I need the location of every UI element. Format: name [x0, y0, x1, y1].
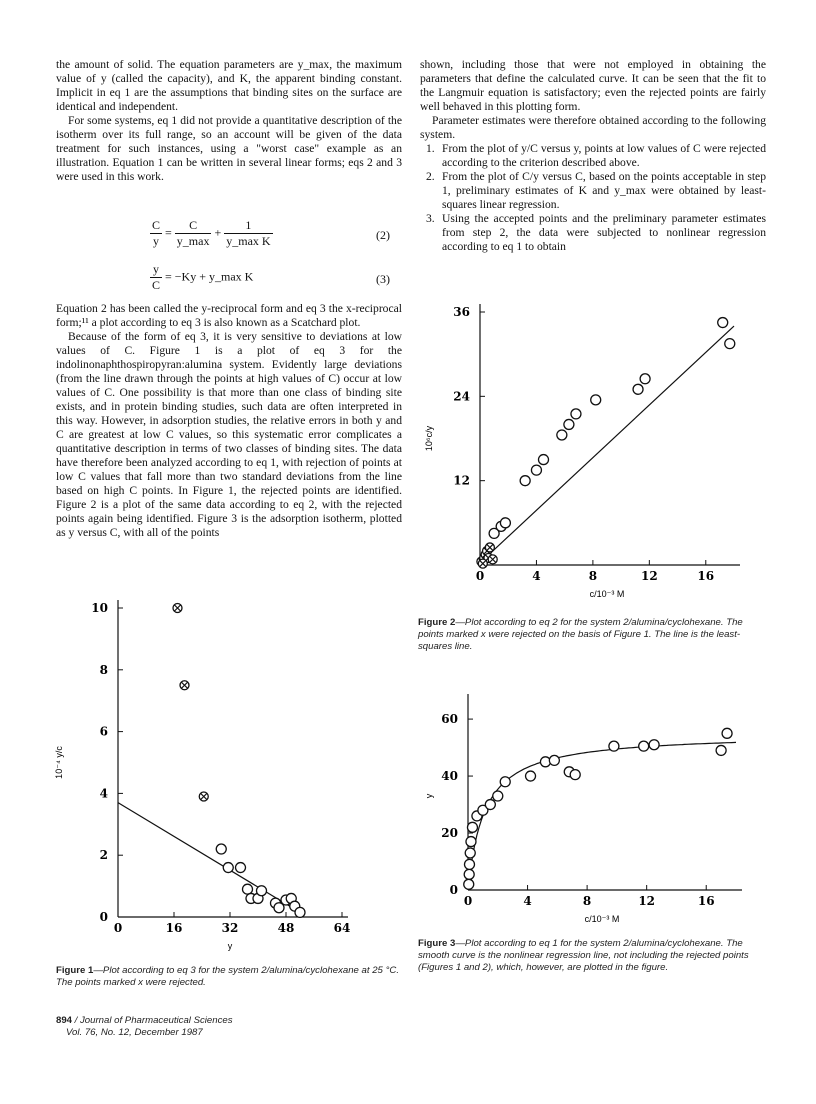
list-item: 1. From the plot of y/C versus y, points at low values of C were rejected according to the criterion described above.	[426, 142, 766, 169]
y-tick-label: 0	[449, 883, 458, 897]
data-point	[466, 837, 476, 847]
y-tick-label: 0	[99, 910, 108, 924]
list-item: 2. From the plot of C/y versus C, based on the points acceptable in step 1, preliminary estimates of K and y_max were obtained by least-squares linear regression.	[426, 170, 766, 211]
data-point	[609, 741, 619, 751]
x-axis-label: y	[227, 941, 233, 951]
paragraph: For some systems, eq 1 did not provide a quantitative description of the isotherm over its full range, so an account will be given of the data treatment for such instances, using a "worst case" example as an illustration. Equation 1 can be written in several linear forms; eqs 2 and 3 were used in this work.	[56, 114, 402, 183]
data-point	[257, 886, 267, 896]
data-point	[467, 822, 477, 832]
y-tick-label: 12	[453, 473, 470, 488]
data-point	[557, 430, 567, 440]
page-footer	[56, 1015, 233, 1039]
x-tick-label: 8	[588, 569, 598, 583]
data-point	[295, 907, 305, 917]
data-point	[570, 770, 580, 780]
journal-volume: Vol. 76, No. 12, December 1987	[66, 1027, 203, 1038]
y-tick-label: 8	[99, 662, 108, 677]
data-point	[531, 465, 541, 475]
data-point	[243, 884, 253, 894]
figure-3-chart	[418, 690, 758, 935]
y-tick-label: 36	[453, 305, 470, 319]
y-tick-label: 24	[453, 389, 470, 404]
x-tick-label: 12	[640, 569, 658, 583]
data-point	[591, 395, 601, 405]
data-point	[216, 844, 226, 854]
rejected-point	[199, 792, 208, 801]
data-point	[464, 859, 474, 869]
y-tick-label: 20	[441, 826, 458, 841]
paragraph: the amount of solid. The equation parameters are y_max, the maximum value of y (called the capacity), and K, the apparent binding constant. Implicit in eq 1 are the assumptions that binding sites on the surface are identical and independent.	[56, 58, 402, 113]
regression-line	[480, 326, 734, 563]
rejected-point	[485, 543, 494, 552]
rejected-point	[173, 604, 182, 613]
data-point	[500, 777, 510, 787]
x-tick-label: 16	[697, 894, 715, 908]
rejected-point	[478, 559, 487, 568]
data-point	[633, 384, 643, 394]
figure-1-caption: Figure 1—Plot according to eq 3 for the system 2/alumina/cyclohexane at 25 °C. The points marked x were rejected.	[56, 965, 399, 988]
y-tick-label: 6	[99, 724, 108, 739]
x-tick-label: 0	[463, 894, 473, 908]
data-point	[716, 745, 726, 755]
x-tick-label: 64	[333, 921, 351, 935]
data-point	[520, 476, 530, 486]
equation-2: $\frac{C}{y}$ = $\frac{C}{y\_\max}$ + $\frac{1}{\text{y\_max K}}$ (2)	[152, 218, 390, 248]
data-point	[571, 409, 581, 419]
paragraph: Equation 2 has been called the y-reciprocal form and eq 3 the x-reciprocal form;¹¹ a plot according to eq 3 is also known as a Scatchard plot.	[56, 302, 402, 329]
x-tick-label: 16	[697, 569, 715, 583]
data-point	[485, 800, 495, 810]
regression-line	[118, 803, 300, 913]
data-point	[639, 741, 649, 751]
right-column	[420, 58, 766, 254]
paragraph: Because of the form of eq 3, it is very sensitive to deviations at low values of C. Figure 1 is a plot of eq 3 for the indolinonaphthospiropyran:alumina system. Evidently large deviations (from the line drawn through the points at high values of C) occur at low values of C. One possibility is that more than one class of binding site exists, and in protein binding studies, such data are often interpreted in this way. However, in adsorption studies, the relative errors in both y and C are greatest at low C values, so this systematic error complicates a quantitative description in terms of two classes of binding sites. The data have therefore been analyzed according to eq 1, with rejection of points at low C values that fall more than two standard deviations from the line based on high C points. In Figure 1, the rejected points are identified. Figure 2 is a plot of the same data according to eq 2, with the rejected points again being identified. Figure 3 is the adsorption isotherm, plotted as y versus C, with all of the points	[56, 330, 402, 539]
figure-2-caption: Figure 2—Plot according to eq 2 for the system 2/alumina/cyclohexane. The points marked x were rejected on the basis of Figure 1. The line is the least-squares line.	[418, 617, 743, 652]
data-point	[465, 848, 475, 858]
data-point	[564, 419, 574, 429]
y-tick-label: 40	[441, 769, 458, 784]
y-axis-label: 10⁻⁴ y/c	[54, 746, 64, 779]
journal-name: / Journal of Pharmaceutical Sciences	[72, 1015, 233, 1026]
data-point	[539, 455, 549, 465]
x-tick-label: 4	[523, 894, 532, 908]
x-tick-label: 32	[221, 921, 239, 935]
x-tick-label: 48	[277, 921, 295, 935]
page-number: 894	[56, 1015, 73, 1026]
data-point	[718, 318, 728, 328]
equation-3: $\frac{y}{C}$ = −Ky + y_max K (3)	[152, 262, 390, 292]
y-tick-label: 10	[91, 601, 108, 615]
x-tick-label: 16	[165, 921, 183, 935]
x-tick-label: 8	[582, 894, 592, 908]
x-tick-label: 12	[638, 894, 656, 908]
x-axis-label: c/10⁻³ M	[589, 589, 625, 599]
data-point	[236, 863, 246, 873]
list-item: 3. Using the accepted points and the preliminary parameter estimates from step 2, the data were subjected to nonlinear regression according to eq 1 to obtain	[426, 212, 766, 253]
data-point	[640, 374, 650, 384]
x-axis-label: c/10⁻³ M	[584, 914, 620, 924]
data-point	[725, 339, 735, 349]
rejected-point	[488, 555, 497, 564]
x-tick-label: 4	[532, 569, 541, 583]
y-tick-label: 60	[441, 712, 458, 727]
x-tick-label: 0	[113, 921, 123, 935]
paragraph: shown, including those that were not employed in obtaining the parameters that define the calculated curve. It can be seen that the fit to the Langmuir equation is satisfactory; even the rejected points are fairly well behaved in this plotting form.	[420, 58, 766, 113]
x-tick-label: 0	[475, 569, 485, 583]
figure-3-caption: Figure 3—Plot according to eq 1 for the system 2/alumina/cyclohexane. The smooth curve is the nonlinear regression line, not including the rejected points (Figures 1 and 2), which, however, are plotted in the figure.	[418, 938, 749, 973]
y-axis-label: 10⁶c/y	[424, 425, 434, 452]
data-point	[223, 863, 233, 873]
data-point	[549, 755, 559, 765]
data-point	[500, 518, 510, 528]
left-column-continued	[56, 302, 402, 540]
paragraph: Parameter estimates were therefore obtained according to the following system.	[420, 114, 766, 141]
data-point	[649, 740, 659, 750]
data-point	[464, 879, 474, 889]
y-tick-label: 4	[99, 786, 108, 801]
data-point	[493, 791, 503, 801]
rejected-point	[180, 681, 189, 690]
figure-1-chart	[50, 590, 390, 955]
y-tick-label: 2	[99, 848, 108, 863]
data-point	[464, 869, 474, 879]
y-axis-label: y	[424, 793, 434, 799]
regression-curve	[468, 742, 736, 890]
data-point	[526, 771, 536, 781]
data-point	[722, 728, 732, 738]
steps-list	[420, 142, 766, 254]
equation-number: (3)	[376, 272, 390, 286]
equation-number: (2)	[376, 228, 390, 242]
figure-2-chart	[418, 290, 758, 610]
